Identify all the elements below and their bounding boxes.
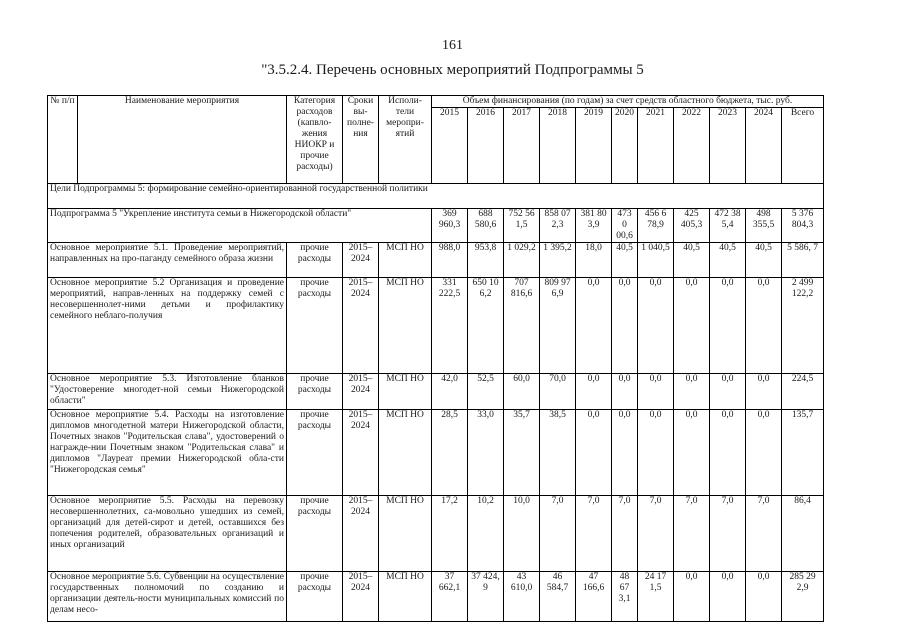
activity-value-6: 7,0: [638, 496, 674, 572]
activity-value-8: 0,0: [710, 374, 746, 410]
activity-value-3: 7,0: [540, 496, 576, 572]
activity-value-5: 0,0: [612, 278, 638, 374]
activity-value-3: 70,0: [540, 374, 576, 410]
activity-executor: МСП НО: [379, 374, 432, 410]
activity-value-9: 0,0: [746, 410, 782, 496]
activity-value-1: 10,2: [468, 496, 504, 572]
header-funding: Объем финансирования (по годам) за счет средств областного бюджета, тыс. руб.: [432, 96, 824, 108]
activity-value-0: 988,0: [432, 243, 468, 278]
year-header-5: 2020: [612, 108, 638, 184]
activity-name: Основное мероприятие 5.1. Проведение мероприятий, направленных на про-паганду семейного образа жизни: [48, 243, 287, 278]
activity-value-4: 18,0: [576, 243, 612, 278]
activity-category: прочие расходы: [287, 410, 343, 496]
year-header-7: 2022: [674, 108, 710, 184]
subprogram-row: [48, 209, 824, 243]
activity-value-9: 7,0: [746, 496, 782, 572]
activity-value-2: 10,0: [504, 496, 540, 572]
activity-value-0: 17,2: [432, 496, 468, 572]
year-header-9: 2024: [746, 108, 782, 184]
year-header-10: Всего: [782, 108, 824, 184]
activity-value-4: 0,0: [576, 278, 612, 374]
activities-table: [47, 95, 824, 622]
subprogram-value-5: 473 0 00,6: [612, 209, 638, 243]
activity-value-2: 35,7: [504, 410, 540, 496]
activity-terms: 2015– 2024: [343, 496, 379, 572]
activity-value-7: 7,0: [674, 496, 710, 572]
activity-value-5: 7,0: [612, 496, 638, 572]
subprogram-value-8: 472 38 5,4: [710, 209, 746, 243]
activity-value-4: 0,0: [576, 374, 612, 410]
activity-terms: 2015– 2024: [343, 243, 379, 278]
activity-value-8: 0,0: [710, 572, 746, 622]
goals-row: Цели Подпрограммы 5: формирование семейно-ориентированной государственной политики: [48, 184, 824, 209]
page-number: 161: [442, 38, 463, 53]
header-category: Категория расходов (капвло-жения НИОКР и прочие расходы): [287, 96, 343, 184]
activity-value-4: 0,0: [576, 410, 612, 496]
subprogram-value-1: 688 580,6: [468, 209, 504, 243]
activity-value-1: 37 424, 9: [468, 572, 504, 622]
header-name: Наименование мероприятия: [78, 96, 287, 184]
activity-value-10: 135,7: [782, 410, 824, 496]
activity-value-1: 52,5: [468, 374, 504, 410]
activity-category: прочие расходы: [287, 243, 343, 278]
activity-value-7: 0,0: [674, 410, 710, 496]
subprogram-value-7: 425 405,3: [674, 209, 710, 243]
activity-value-3: 1 395,2: [540, 243, 576, 278]
year-header-8: 2023: [710, 108, 746, 184]
activity-category: прочие расходы: [287, 374, 343, 410]
activity-row: [48, 374, 824, 410]
activity-value-5: 40,5: [612, 243, 638, 278]
activity-value-9: 40,5: [746, 243, 782, 278]
subprogram-value-0: 369 960,3: [432, 209, 468, 243]
activity-value-1: 650 10 6,2: [468, 278, 504, 374]
year-header-3: 2018: [540, 108, 576, 184]
activity-category: прочие расходы: [287, 496, 343, 572]
activity-name: Основное мероприятие 5.3. Изготовление бланков "Удостоверение многодет-ной семьи Нижегородской области": [48, 374, 287, 410]
year-header-2: 2017: [504, 108, 540, 184]
activity-row: [48, 496, 824, 572]
activities-body: [48, 243, 824, 622]
activity-value-6: 0,0: [638, 374, 674, 410]
activity-value-6: 0,0: [638, 410, 674, 496]
activity-value-9: 0,0: [746, 278, 782, 374]
activity-value-3: 46 584,7: [540, 572, 576, 622]
activity-name: Основное мероприятие 5.5. Расходы на перевозку несовершеннолетних, са-мовольно ушедших из семей, организаций для детей-сирот и детей, оставшихся без попечения родителей, образовательных организаций и иных организаций: [48, 496, 287, 572]
activity-value-5: 0,0: [612, 374, 638, 410]
activity-name: Основное мероприятие 5.4. Расходы на изготовление дипломов многодетной матери Нижегородской области, Почетных знаков "Родительская слава", удостоверений о награжде-нии Почетным знаком "Родительская слава" и дипломов "Лауреат премии Нижегородской обла-сти "Нижегородская семья": [48, 410, 287, 496]
activity-value-1: 953,8: [468, 243, 504, 278]
activity-value-7: 0,0: [674, 278, 710, 374]
activity-name: Основное мероприятие 5.2 Организация и проведение мероприятий, направ-ленных на поддержку семей с несовершеннолет-ними детьми и профилактику семейного неблаго-получия: [48, 278, 287, 374]
activity-value-2: 1 029,2: [504, 243, 540, 278]
activity-value-10: 224,5: [782, 374, 824, 410]
activity-value-0: 37 662,1: [432, 572, 468, 622]
activity-value-10: 2 499 122,2: [782, 278, 824, 374]
activity-value-7: 0,0: [674, 374, 710, 410]
year-header-1: 2016: [468, 108, 504, 184]
subprogram-value-2: 752 56 1,5: [504, 209, 540, 243]
activity-executor: МСП НО: [379, 496, 432, 572]
activity-value-8: 0,0: [710, 410, 746, 496]
activity-executor: МСП НО: [379, 410, 432, 496]
header-executors: Исполи-тели меропри-ятий: [379, 96, 432, 184]
activity-executor: МСП НО: [379, 572, 432, 622]
activity-value-4: 47 166,6: [576, 572, 612, 622]
activity-value-0: 42,0: [432, 374, 468, 410]
activity-value-4: 7,0: [576, 496, 612, 572]
activity-value-8: 0,0: [710, 278, 746, 374]
activity-value-0: 28,5: [432, 410, 468, 496]
activity-value-10: 285 29 2,9: [782, 572, 824, 622]
activity-value-5: 48 67 3,1: [612, 572, 638, 622]
activity-value-2: 707 816,6: [504, 278, 540, 374]
activity-value-10: 5 586, 7: [782, 243, 824, 278]
subprogram-name: Подпрограмма 5 "Укрепление института семьи в Нижегородской области": [48, 209, 432, 243]
header-num: № п/п: [48, 96, 78, 184]
subprogram-value-10: 5 376 804,3: [782, 209, 824, 243]
activity-terms: 2015– 2024: [343, 278, 379, 374]
header-terms: Сроки вы-полне-ния: [343, 96, 379, 184]
activity-name: Основное мероприятие 5.6. Субвенции на осуществление государственных полномочий по созданию и организации деятель-ности муниципальных комиссий по делам несо-: [48, 572, 287, 622]
activity-value-6: 24 17 1,5: [638, 572, 674, 622]
subprogram-value-3: 858 07 2,3: [540, 209, 576, 243]
year-header-0: 2015: [432, 108, 468, 184]
activity-value-3: 809 97 6,9: [540, 278, 576, 374]
activity-value-10: 86,4: [782, 496, 824, 572]
activity-value-8: 40,5: [710, 243, 746, 278]
section-title: "3.5.2.4. Перечень основных мероприятий Подпрограммы 5: [261, 62, 644, 78]
activity-terms: 2015– 2024: [343, 374, 379, 410]
activity-value-9: 0,0: [746, 572, 782, 622]
activity-terms: 2015– 2024: [343, 410, 379, 496]
activity-value-7: 40,5: [674, 243, 710, 278]
activity-category: прочие расходы: [287, 572, 343, 622]
subprogram-value-9: 498 355,5: [746, 209, 782, 243]
activity-value-6: 0,0: [638, 278, 674, 374]
activity-row: [48, 572, 824, 622]
year-header-4: 2019: [576, 108, 612, 184]
activity-executor: МСП НО: [379, 243, 432, 278]
activity-executor: МСП НО: [379, 278, 432, 374]
activity-value-9: 0,0: [746, 374, 782, 410]
activity-row: [48, 278, 824, 374]
subprogram-value-6: 456 6 78,9: [638, 209, 674, 243]
activity-value-8: 7,0: [710, 496, 746, 572]
subprogram-value-4: 381 80 3,9: [576, 209, 612, 243]
activity-row: [48, 410, 824, 496]
activity-value-2: 43 610,0: [504, 572, 540, 622]
activity-value-5: 0,0: [612, 410, 638, 496]
activity-value-0: 331 222,5: [432, 278, 468, 374]
activity-value-1: 33,0: [468, 410, 504, 496]
activity-value-2: 60,0: [504, 374, 540, 410]
activity-value-7: 0,0: [674, 572, 710, 622]
activity-value-6: 1 040,5: [638, 243, 674, 278]
activity-value-3: 38,5: [540, 410, 576, 496]
year-header-6: 2021: [638, 108, 674, 184]
activity-row: [48, 243, 824, 278]
activity-terms: 2015– 2024: [343, 572, 379, 622]
activity-category: прочие расходы: [287, 278, 343, 374]
